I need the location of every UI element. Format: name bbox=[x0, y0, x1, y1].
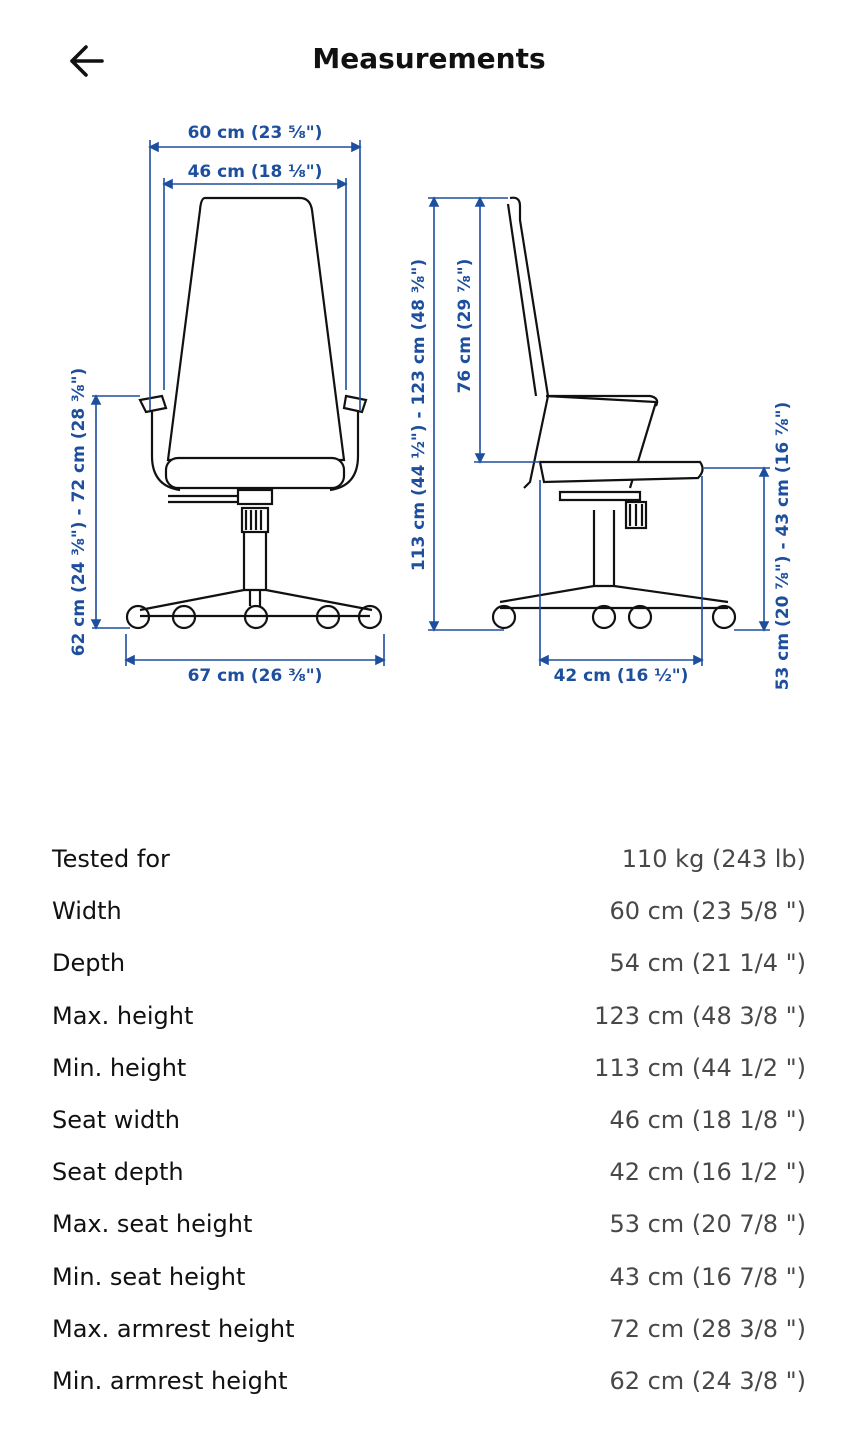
spec-label: Tested for bbox=[52, 845, 170, 874]
spec-label: Width bbox=[52, 897, 122, 926]
spec-value: 72 cm (28 3/8 ") bbox=[609, 1314, 806, 1343]
spec-label: Seat depth bbox=[52, 1158, 184, 1187]
dim-seat-width: 46 cm (18 ⅛") bbox=[187, 162, 323, 182]
specs-list bbox=[52, 833, 806, 1407]
spec-value: 60 cm (23 5/8 ") bbox=[609, 897, 806, 926]
spec-value: 123 cm (48 3/8 ") bbox=[594, 1001, 806, 1030]
spec-value: 110 kg (243 lb) bbox=[621, 845, 806, 874]
spec-label: Max. height bbox=[52, 1001, 194, 1030]
dim-total-height: 113 cm (44 ½") - 123 cm (48 ⅜") bbox=[409, 258, 429, 572]
measurement-diagram bbox=[0, 120, 858, 700]
dim-seat-depth: 42 cm (16 ½") bbox=[553, 666, 689, 686]
spec-row-width bbox=[52, 885, 806, 937]
spec-label: Min. height bbox=[52, 1053, 187, 1082]
chair-side-drawing bbox=[493, 198, 735, 628]
spec-row-max-height bbox=[52, 990, 806, 1042]
dim-back-height: 76 cm (29 ⅞") bbox=[455, 258, 475, 394]
header bbox=[0, 0, 858, 120]
spec-row-seat-width bbox=[52, 1094, 806, 1146]
spec-label: Seat width bbox=[52, 1106, 180, 1135]
spec-row-min-armrest-height bbox=[52, 1355, 806, 1407]
spec-value: 46 cm (18 1/8 ") bbox=[609, 1106, 806, 1135]
spec-value: 62 cm (24 3/8 ") bbox=[609, 1366, 806, 1395]
spec-row-max-seat-height bbox=[52, 1198, 806, 1250]
spec-row-seat-depth bbox=[52, 1146, 806, 1198]
page-title: Measurements bbox=[312, 42, 546, 75]
spec-row-min-height bbox=[52, 1042, 806, 1094]
spec-value: 53 cm (20 7/8 ") bbox=[609, 1210, 806, 1239]
spec-value: 43 cm (16 7/8 ") bbox=[609, 1262, 806, 1291]
chair-front-drawing bbox=[127, 198, 381, 628]
spec-row-min-seat-height bbox=[52, 1251, 806, 1303]
spec-value: 113 cm (44 1/2 ") bbox=[594, 1053, 806, 1082]
dim-armrest-height: 62 cm (24 ⅜") - 72 cm (28 ⅜") bbox=[69, 367, 89, 657]
spec-row-max-armrest-height bbox=[52, 1303, 806, 1355]
spec-label: Min. seat height bbox=[52, 1262, 246, 1291]
spec-label: Depth bbox=[52, 949, 126, 978]
spec-label: Min. armrest height bbox=[52, 1366, 288, 1395]
spec-value: 54 cm (21 1/4 ") bbox=[609, 949, 806, 978]
dim-seat-height: 53 cm (20 ⅞") - 43 cm (16 ⅞") bbox=[773, 401, 793, 691]
spec-row-tested-for bbox=[52, 833, 806, 885]
dim-base-width: 67 cm (26 ⅜") bbox=[187, 666, 323, 686]
dim-overall-width: 60 cm (23 ⅝") bbox=[187, 123, 323, 143]
spec-value: 42 cm (16 1/2 ") bbox=[609, 1158, 806, 1187]
spec-row-depth bbox=[52, 937, 806, 989]
spec-label: Max. armrest height bbox=[52, 1314, 295, 1343]
spec-label: Max. seat height bbox=[52, 1210, 253, 1239]
